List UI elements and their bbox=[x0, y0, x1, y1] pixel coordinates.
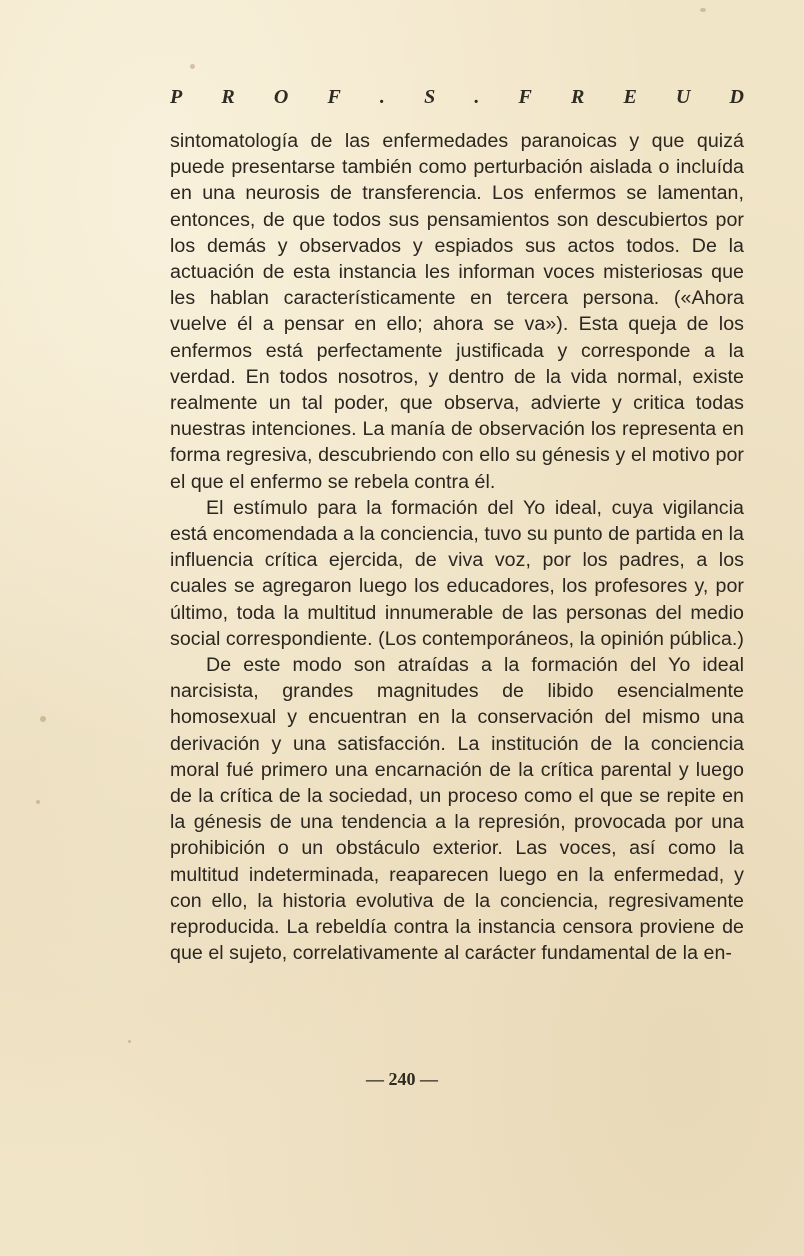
running-head-letter: R bbox=[221, 86, 235, 108]
paper-speck bbox=[40, 716, 46, 722]
running-head bbox=[170, 86, 744, 109]
running-head-letter: U bbox=[675, 86, 691, 108]
page-number: — 240 — bbox=[366, 1069, 438, 1089]
paragraph: De este modo son atraídas a la formación del Yo ideal narcisista, grandes magnitudes de libido esencialmente homosexual y encuentran en la conservación del mismo una derivación y una satisfacción. La institución de la conciencia moral fué primero una encarnación de la crítica parental y luego de la crítica de la sociedad, un proceso como el que se repite en la génesis de una tendencia a la represión, provocada por una prohibición o un obstáculo exterior. Las voces, así como la multitud indeterminada, reaparecen luego en la enfermedad, y con ello, la historia evolutiva de la conciencia, regresivamente reproducida. La rebeldía contra la instancia censora proviene de que el sujeto, correlativamente al carácter fundamental de la en- bbox=[170, 654, 744, 965]
running-head-letter: F bbox=[327, 86, 341, 108]
running-head-letter: E bbox=[623, 86, 637, 108]
paper-speck bbox=[128, 1040, 131, 1043]
running-head-letter: O bbox=[273, 86, 289, 108]
paper-speck bbox=[190, 64, 195, 69]
running-head-letter: R bbox=[570, 86, 585, 108]
paper-speck bbox=[36, 800, 40, 804]
running-head-letter: D bbox=[729, 86, 744, 108]
paper-speck bbox=[700, 8, 706, 12]
body-text bbox=[170, 128, 744, 967]
paragraph: El estímulo para la formación del Yo ideal, cuya vigilancia está encomendada a la conciencia, tuvo su punto de partida en la influencia crítica ejercida, de viva voz, por los padres, a los cuales se agregaron luego los educadores, los profesores y, por último, toda la multitud innumerable de las personas del medio social correspondiente. (Los contemporáneos, la opinión pública.) bbox=[170, 496, 744, 650]
running-head-letter: . bbox=[379, 86, 385, 108]
running-head-letter: S bbox=[424, 86, 436, 108]
running-head-letter: F bbox=[518, 86, 532, 108]
paragraph: sintomatología de las enfermedades paranoicas y que quizá puede presentarse también como perturbación aislada o incluída en una neurosis de transferencia. Los enfermos se lamentan, entonces, de que todos sus pensamientos son descubiertos por los demás y observados y espiados sus actos todos. De la actuación de esta instancia les informan voces misteriosas que les hablan característicamente en tercera persona. («Ahora vuelve él a pensar en ello; ahora se va»). Esta queja de los enfermos está perfectamente justificada y corresponde a la verdad. En todos nosotros, y dentro de la vida normal, existe realmente un tal poder, que observa, advierte y critica todas nuestras intenciones. La manía de observación los representa en forma regresiva, descubriendo con ello su génesis y el motivo por el que el enfermo se rebela contra él. bbox=[170, 130, 744, 493]
running-head-letter: P bbox=[170, 86, 183, 108]
running-head-letter: . bbox=[474, 86, 480, 108]
